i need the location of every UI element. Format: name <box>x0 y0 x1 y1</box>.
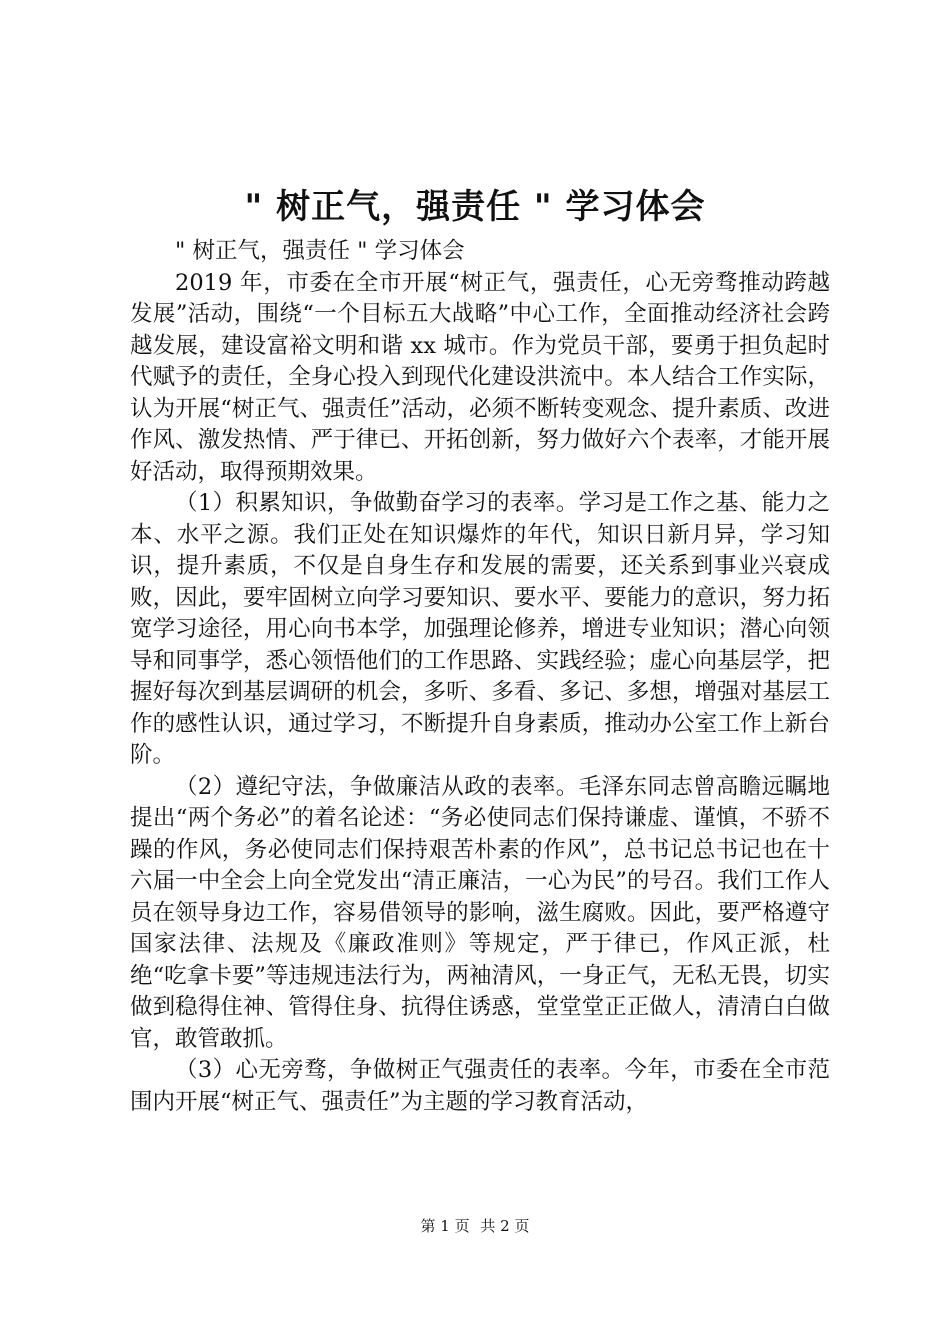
paragraph-section-3: （3）心无旁骛，争做树正气强责任的表率。今年，市委在全市范围内开展“树正气、强责任”为主题的学习教育活动， <box>130 1057 830 1115</box>
page-footer <box>0 1216 950 1236</box>
paragraph-section-2: （2）遵纪守法，争做廉洁从政的表率。毛泽东同志曾高瞻远瞩地提出“两个务必”的着名论述：“务必使同志们保持谦虚、谨慎，不骄不躁的作风，务必使同志们保持艰苦朴素的作风”，总书记总书记也在十六届一中全会上向全党发出“清正廉洁，一心为民”的号召。我们工作人员在领导身边工作，容易借领导的影响，滋生腐败。因此，要严格遵守国家法律、法规及《廉政准则》等规定，严于律已，作风正派，杜绝“吃拿卡要”等违规违法行为，两袖清风，一身正气，无私无畏，切实做到稳得住神、管得住身、抗得住诱惑，堂堂堂正正做人，清清白白做官，敢管敢抓。 <box>130 773 830 1052</box>
page-total: 共 2 页 <box>480 1217 530 1235</box>
page-number: 第 1 页 <box>420 1217 470 1235</box>
paragraph-intro: 2019 年，市委在全市开展“树正气，强责任，心无旁骛推动跨越发展”活动，围绕“一个目标五大战略”中心工作，全面推动经济社会跨越发展，建设富裕文明和谐 xx 城市。作为党员干部，要勇于担负起时代赋予的责任，全身心投入到现代化建设洪流中。本人结合工作实际，认为开展“树正气、强责任”活动，必须不断转变观念、提升素质、改进作风、激发热情、严于律已、开拓创新，努力做好六个表率，才能开展好活动，取得预期效果。 <box>130 269 830 485</box>
document-subtitle: " 树正气，强责任 " 学习体会 <box>175 238 465 264</box>
document-title: " 树正气，强责任 " 学习体会 <box>244 187 706 227</box>
paragraph-section-1: （1）积累知识，争做勤奋学习的表率。学习是工作之基、能力之本、水平之源。我们正处在知识爆炸的年代，知识日新月异，学习知识，提升素质，不仅是自身生存和发展的需要，还关系到事业兴衰成败，因此，要牢固树立向学习要知识、要水平、要能力的意识，努力拓宽学习途径，用心向书本学，加强理论修养，增进专业知识；潜心向领导和同事学，悉心领悟他们的工作思路、实践经验；虚心向基层学，把握好每次到基层调研的机会，多听、多看、多记、多想，增强对基层工作的感性认识，通过学习，不断提升自身素质，推动办公室工作上新台阶。 <box>130 490 830 768</box>
document-body <box>130 236 830 1118</box>
